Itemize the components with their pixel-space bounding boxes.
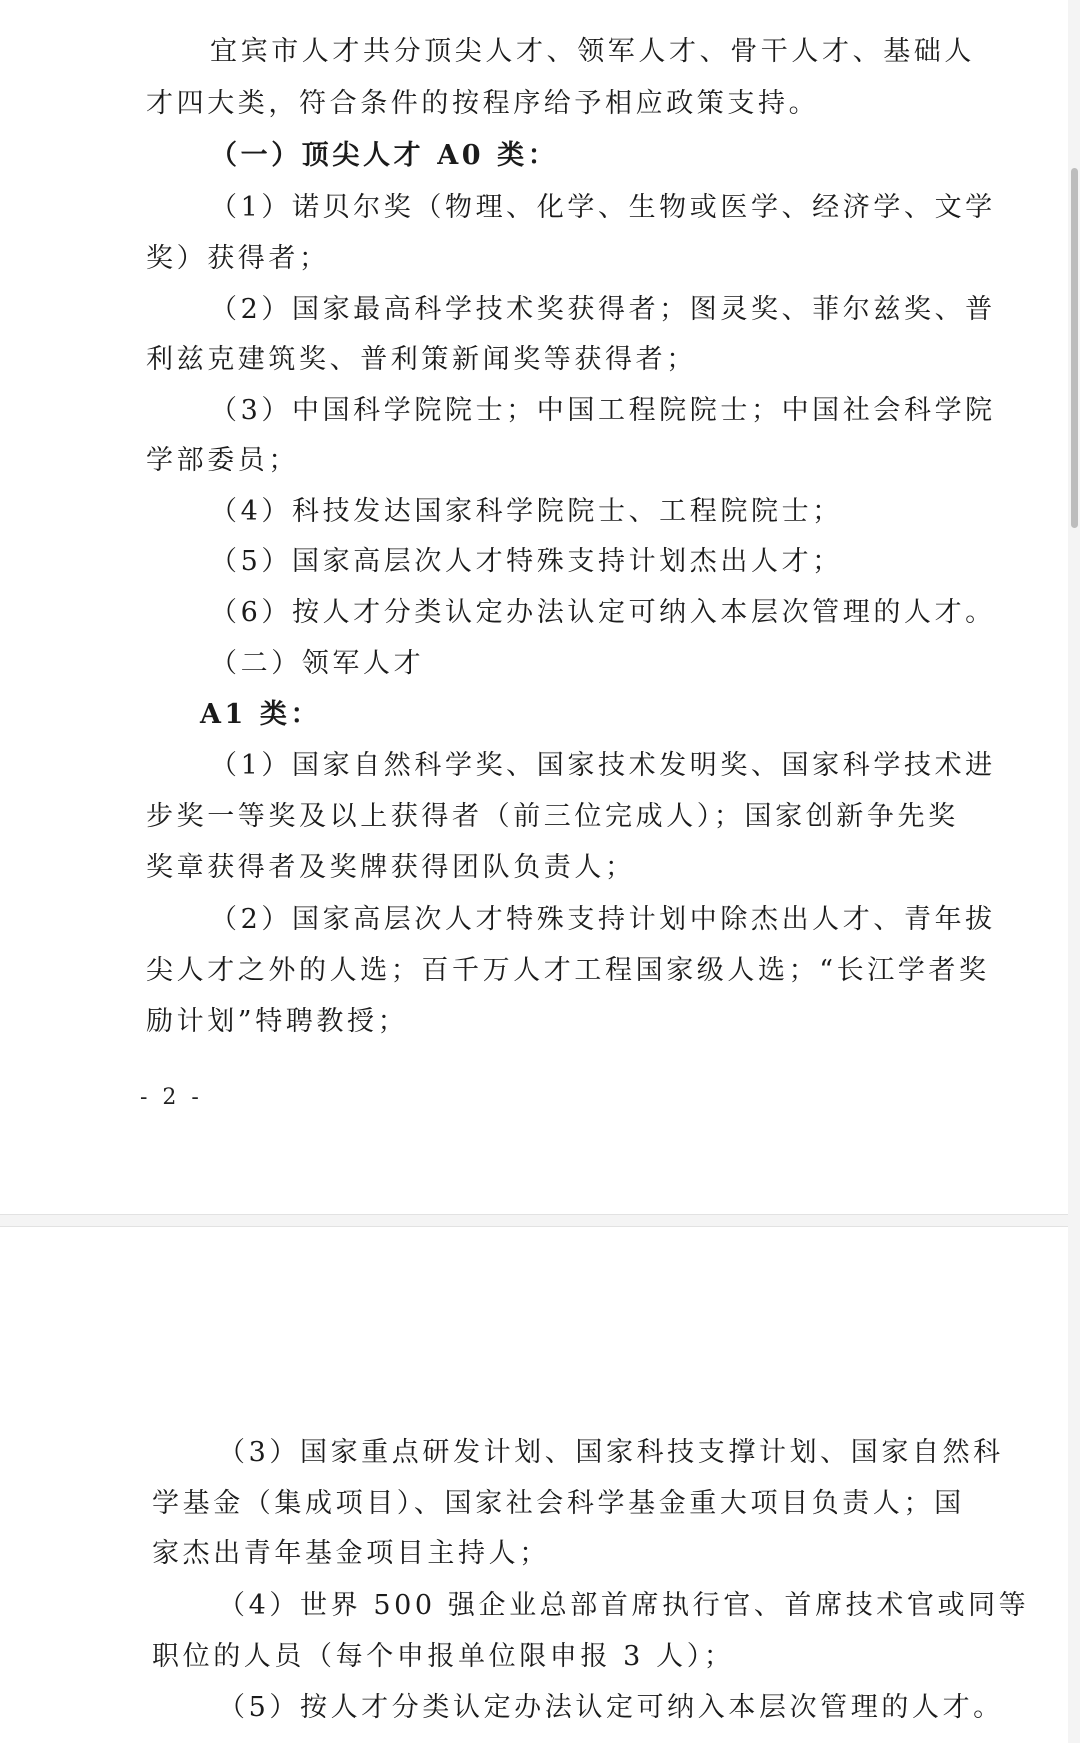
document-page-2 — [0, 1226, 1068, 1743]
paragraph-line: 尖人才之外的人选；百千万人才工程国家级人选；“长江学者奖 — [146, 955, 990, 986]
section-heading: （二）领军人才 — [210, 648, 425, 679]
paragraph-line: （1）国家自然科学奖、国家技术发明奖、国家科学技术进 — [210, 750, 996, 781]
paragraph-line: 励计划”特聘教授； — [146, 1006, 409, 1037]
paragraph-line: （2）国家高层次人才特殊支持计划中除杰出人才、青年拔 — [210, 904, 996, 935]
paragraph-line: 学基金（集成项目）、国家社会科学基金重大项目负责人；国 — [152, 1488, 965, 1519]
paragraph-line: 家杰出青年基金项目主持人； — [152, 1538, 550, 1569]
paragraph-line: （5）国家高层次人才特殊支持计划杰出人才； — [210, 546, 843, 577]
paragraph-line: 步奖一等奖及以上获得者（前三位完成人）；国家创新争先奖 — [146, 801, 959, 832]
subsection-heading: A1 类： — [200, 699, 322, 730]
paragraph-line: 利兹克建筑奖、普利策新闻奖等获得者； — [146, 344, 697, 375]
paragraph-line: （3）国家重点研发计划、国家科技支撑计划、国家自然科 — [218, 1437, 1004, 1468]
paragraph-line: （5）按人才分类认定办法认定可纳入本层次管理的人才。 — [218, 1692, 1004, 1723]
section-heading: （一）顶尖人才 A0 类： — [210, 140, 559, 171]
paragraph-line: （3）中国科学院院士；中国工程院院士；中国社会科学院 — [210, 395, 996, 426]
paragraph-line: 才四大类，符合条件的按程序给予相应政策支持。 — [146, 88, 820, 119]
paragraph-line: （6）按人才分类认定办法认定可纳入本层次管理的人才。 — [210, 597, 996, 628]
paragraph-line: （4）科技发达国家科学院院士、工程院院士； — [210, 496, 843, 527]
paragraph-line: 学部委员； — [146, 445, 299, 476]
paragraph-line: （2）国家最高科学技术奖获得者；图灵奖、菲尔兹奖、普 — [210, 294, 996, 325]
paragraph-line: 奖章获得者及奖牌获得团队负责人； — [146, 852, 636, 883]
paragraph-line: 职位的人员（每个申报单位限申报 3 人）； — [152, 1641, 735, 1672]
page-number: - 2 - — [140, 1085, 203, 1110]
scrollbar-thumb[interactable] — [1071, 168, 1078, 528]
paragraph-line: 奖）获得者； — [146, 243, 330, 274]
paragraph-line: 宜宾市人才共分顶尖人才、领军人才、骨干人才、基础人 — [210, 36, 975, 67]
paragraph-line: （4）世界 500 强企业总部首席执行官、首席技术官或同等 — [218, 1590, 1030, 1621]
paragraph-line: （1）诺贝尔奖（物理、化学、生物或医学、经济学、文学 — [210, 192, 996, 223]
